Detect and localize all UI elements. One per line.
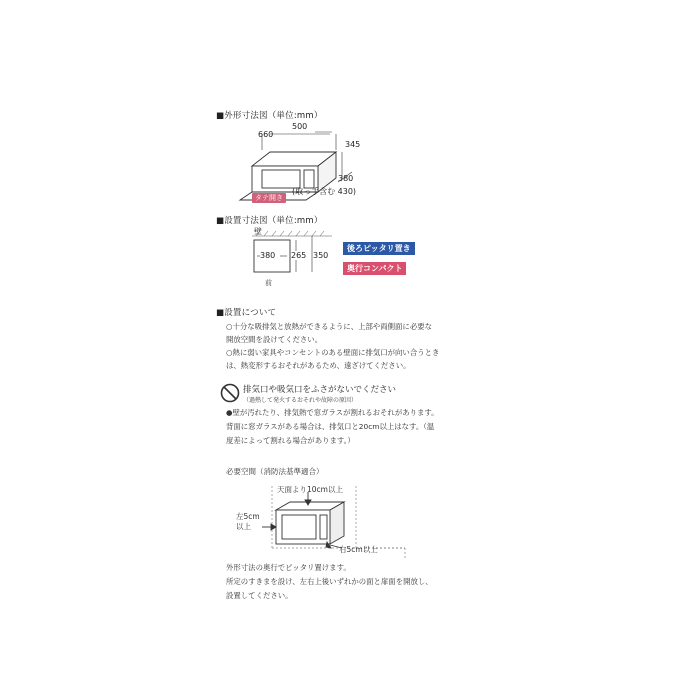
space-top-label: 天面より10cm以上: [277, 485, 343, 494]
notes-title: ■設置について: [216, 308, 277, 318]
space-foot-2: 所定のすきまを設け、左右上後いずれかの面と扉面を開放し、: [226, 577, 433, 586]
note-item-1b: 開放空間を設けてください。: [226, 335, 323, 344]
space-foot-1: 外形寸法の奥行でピッタリ置けます。: [226, 563, 351, 572]
wall-label: 壁: [254, 227, 262, 236]
dim-width: 500: [292, 122, 308, 131]
warning-sub: （過熱して発火するおそれや故障の原因）: [243, 397, 358, 404]
front-label: 前: [265, 279, 272, 287]
install-dims-title: ■設置寸法図（単位:mm）: [216, 216, 323, 226]
install-dim-3: 350: [313, 251, 329, 260]
note-item-2: ○熱に弱い家具やコンセントのある壁面に排気口が向い合うとき: [226, 348, 440, 357]
install-dim-1: 380: [260, 251, 276, 260]
space-left-label-a: 左5cm: [236, 512, 260, 521]
space-foot-3: 設置してください。: [226, 591, 293, 600]
warning-line-1: ●壁が汚れたり、排気熱で窓ガラスが割れるおそれがあります。: [226, 408, 439, 417]
badge-compact-depth: 奥行コンパクト: [343, 256, 406, 275]
warning-line-2: 背面に窓ガラスがある場合は、排気口と20cm以上はなす。（温: [226, 422, 435, 431]
dim-depth: 660: [258, 130, 274, 139]
space-left-label-b: 以上: [236, 522, 251, 531]
dim-height: 345: [345, 140, 361, 149]
dim-inner-depth: 380: [338, 174, 354, 183]
space-title: 必要空間（消防法基準適合）: [226, 467, 324, 476]
outer-dims-title: ■外形寸法図（単位:mm）: [216, 111, 323, 121]
badge-rear-flush: 後ろピッタリ置き: [343, 236, 415, 255]
warning-line-3: 度差によって割れる場合があります。）: [226, 436, 355, 445]
warning-heading: 排気口や吸気口をふさがないでください: [243, 385, 397, 395]
install-dim-2: 265: [291, 251, 307, 260]
note-item-2b: は、熱変形するおそれがあるため、遠ざけてください。: [226, 361, 411, 370]
space-right-label: 右5cm以上: [339, 545, 378, 554]
door-type-tag: タテ開き: [252, 185, 286, 204]
handle-note: (取っ手含む 430): [292, 187, 357, 196]
note-item-1: ○十分な吸排気と放熱ができるように、上部や両側面に必要な: [226, 322, 432, 331]
